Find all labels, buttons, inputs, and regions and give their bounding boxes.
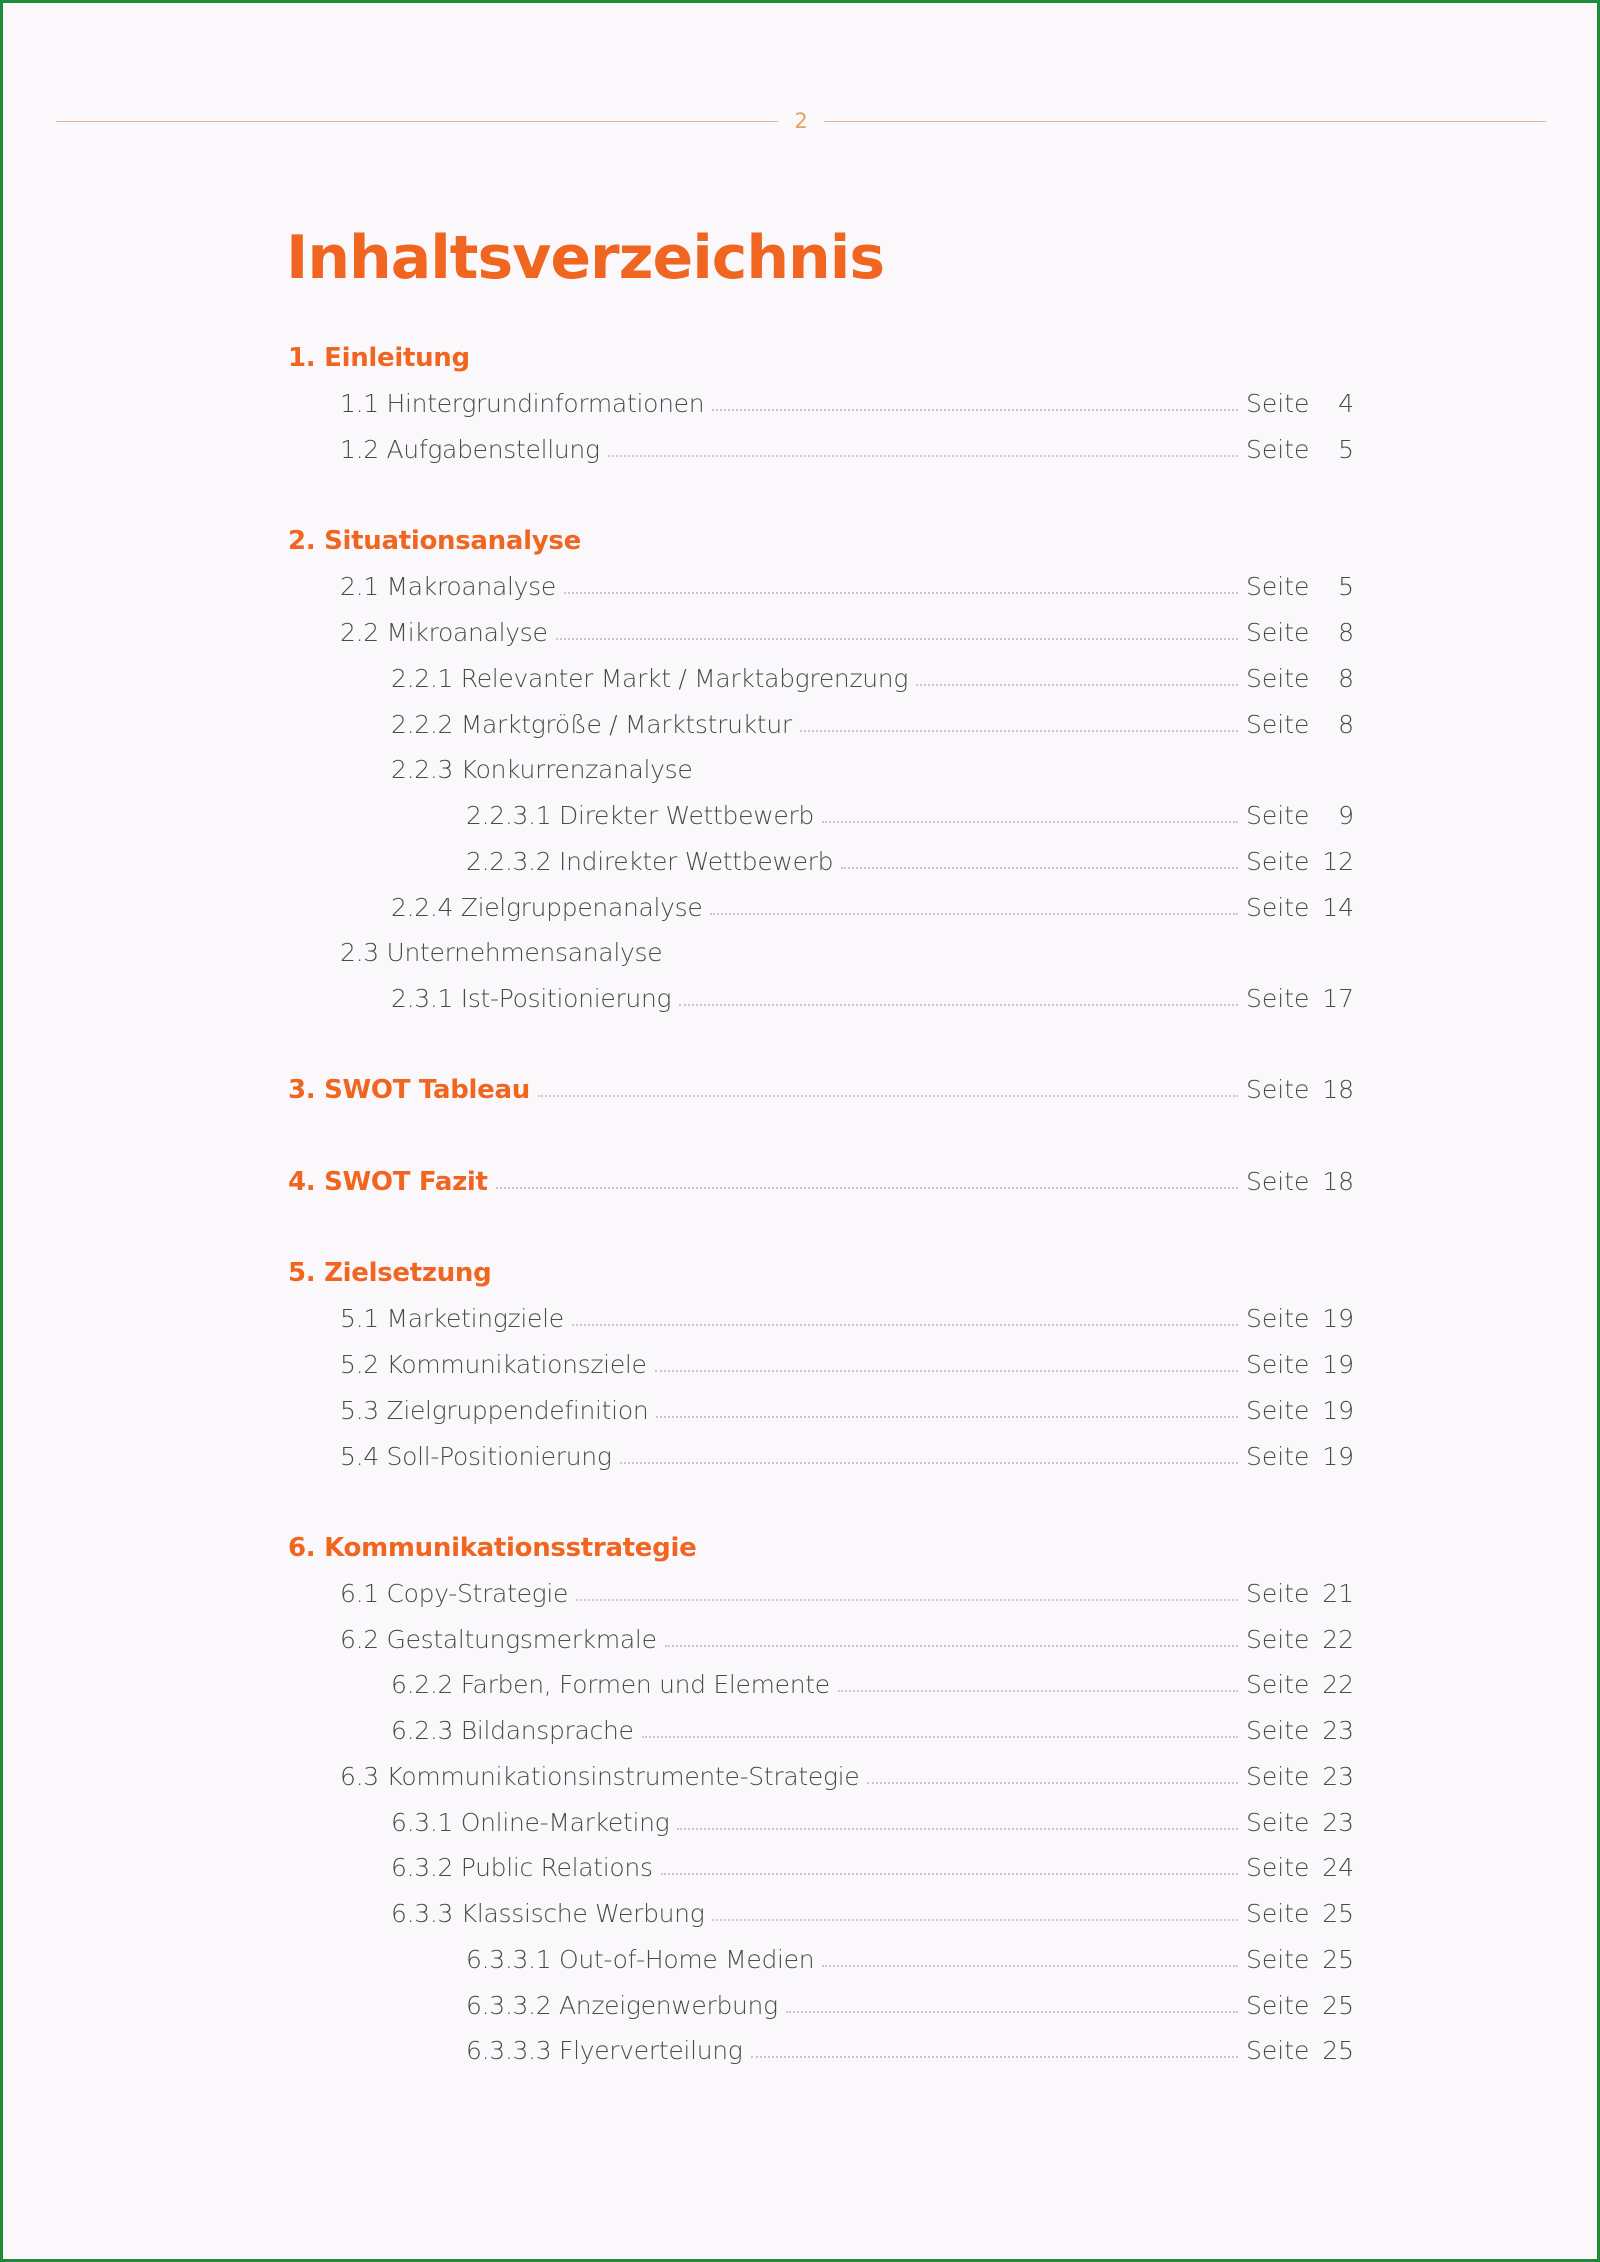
page-word: Seite bbox=[1246, 1670, 1310, 1699]
toc-entry-2-2[interactable] bbox=[340, 615, 1354, 649]
toc-entry-label: 2.2.3 Konkurrenzanalyse bbox=[391, 755, 693, 784]
toc-entry-label: 5.1 Marketingziele bbox=[340, 1304, 564, 1333]
toc-entry-1-1[interactable] bbox=[340, 386, 1354, 420]
toc-section-einleitung[interactable] bbox=[288, 340, 470, 374]
page-ref: 19 bbox=[1322, 1442, 1354, 1471]
toc-entry-label: 2.2.2 Marktgröße / Marktstruktur bbox=[391, 710, 792, 739]
toc-entry-label: 5.4 Soll-Positionierung bbox=[340, 1442, 612, 1471]
toc-entry-label: 1.1 Hintergrundinformationen bbox=[340, 389, 705, 418]
page-ref: 25 bbox=[1322, 1899, 1354, 1928]
toc-entry-label: 6.2.3 Bildansprache bbox=[391, 1716, 634, 1745]
page-ref: 5 bbox=[1338, 435, 1354, 464]
page-ref: 22 bbox=[1322, 1670, 1354, 1699]
toc-entry-2-3-1[interactable] bbox=[391, 981, 1354, 1015]
toc-entry-label: 6.3.2 Public Relations bbox=[391, 1853, 653, 1882]
page-word: Seite bbox=[1246, 572, 1310, 601]
page-ref: 25 bbox=[1322, 1945, 1354, 1974]
dot-leader bbox=[822, 1964, 1238, 1967]
page-ref: 8 bbox=[1338, 664, 1354, 693]
toc-entry-label: 6.3.3.3 Flyerverteilung bbox=[466, 2036, 743, 2065]
dot-leader bbox=[800, 729, 1238, 732]
toc-section-swot-fazit[interactable] bbox=[288, 1164, 1354, 1198]
toc-entry-label: 6.3 Kommunikationsinstrumente-Strategie bbox=[340, 1762, 860, 1791]
toc-entry-label: 6.1 Copy-Strategie bbox=[340, 1579, 569, 1608]
toc-entry-2-3[interactable] bbox=[340, 935, 662, 969]
toc-entry-6-3-3-3[interactable] bbox=[466, 2033, 1354, 2067]
toc-entry-1-2[interactable] bbox=[340, 432, 1354, 466]
toc-entry-6-3-3-2[interactable] bbox=[466, 1988, 1354, 2022]
page-ref: 24 bbox=[1322, 1853, 1354, 1882]
toc-entry-6-2-3[interactable] bbox=[391, 1713, 1354, 1747]
page-word: Seite bbox=[1246, 801, 1310, 830]
page-word: Seite bbox=[1246, 1762, 1310, 1791]
toc-entry-label: 1.2 Aufgabenstellung bbox=[340, 435, 600, 464]
page-word: Seite bbox=[1246, 1945, 1310, 1974]
page-word: Seite bbox=[1246, 1167, 1310, 1196]
page-ref: 17 bbox=[1322, 984, 1354, 1013]
page-ref: 23 bbox=[1322, 1762, 1354, 1791]
page-ref: 22 bbox=[1322, 1625, 1354, 1654]
page-word: Seite bbox=[1246, 1853, 1310, 1882]
page-word: Seite bbox=[1246, 389, 1310, 418]
page-word: Seite bbox=[1246, 984, 1310, 1013]
toc-entry-2-2-1[interactable] bbox=[391, 661, 1354, 695]
toc-entry-label: 1. Einleitung bbox=[288, 343, 470, 373]
page-ref: 19 bbox=[1322, 1350, 1354, 1379]
dot-leader bbox=[712, 1918, 1238, 1921]
toc-entry-label: 6.3.3.1 Out-of-Home Medien bbox=[466, 1945, 815, 1974]
page-word: Seite bbox=[1246, 618, 1310, 647]
toc-entry-2-2-3[interactable] bbox=[391, 752, 693, 786]
page-ref: 25 bbox=[1322, 1991, 1354, 2020]
toc-entry-6-2[interactable] bbox=[340, 1622, 1354, 1656]
toc-entry-5-1[interactable] bbox=[340, 1301, 1354, 1335]
page-ref: 23 bbox=[1322, 1716, 1354, 1745]
toc-entry-6-3-3[interactable] bbox=[391, 1896, 1354, 1930]
page-ref: 19 bbox=[1322, 1304, 1354, 1333]
dot-leader bbox=[677, 1827, 1238, 1830]
page-word: Seite bbox=[1246, 2036, 1310, 2065]
dot-leader bbox=[712, 408, 1238, 411]
page-ref: 19 bbox=[1322, 1396, 1354, 1425]
toc-entry-label: 4. SWOT Fazit bbox=[288, 1167, 488, 1197]
dot-leader bbox=[608, 454, 1238, 457]
toc-entry-6-1[interactable] bbox=[340, 1576, 1354, 1610]
toc-section-kommunikationsstrategie[interactable] bbox=[288, 1530, 696, 1564]
toc-entry-label: 2.3 Unternehmensanalyse bbox=[340, 938, 663, 967]
document-title: Inhaltsverzeichnis bbox=[286, 223, 885, 293]
page-word: Seite bbox=[1246, 847, 1310, 876]
dot-leader bbox=[620, 1461, 1238, 1464]
toc-entry-label: 6. Kommunikationsstrategie bbox=[288, 1533, 697, 1563]
page-ref: 18 bbox=[1322, 1075, 1354, 1104]
page-number: 2 bbox=[794, 109, 808, 133]
dot-leader bbox=[655, 1369, 1238, 1372]
toc-section-zielsetzung[interactable] bbox=[288, 1255, 491, 1289]
toc-entry-label: 2.2.3.2 Indirekter Wettbewerb bbox=[466, 847, 834, 876]
toc-entry-5-3[interactable] bbox=[340, 1393, 1354, 1427]
page-word: Seite bbox=[1246, 1991, 1310, 2020]
page-word: Seite bbox=[1246, 1304, 1310, 1333]
toc-entry-2-2-2[interactable] bbox=[391, 707, 1354, 741]
dot-leader bbox=[867, 1781, 1238, 1784]
dot-leader bbox=[656, 1415, 1238, 1418]
toc-entry-6-3-1[interactable] bbox=[391, 1805, 1354, 1839]
page-ref: 8 bbox=[1338, 710, 1354, 739]
toc-entry-label: 5. Zielsetzung bbox=[288, 1258, 492, 1288]
toc-entry-label: 5.2 Kommunikationsziele bbox=[340, 1350, 647, 1379]
page-ref: 14 bbox=[1322, 893, 1354, 922]
page-ref: 4 bbox=[1338, 389, 1354, 418]
page-word: Seite bbox=[1246, 1716, 1310, 1745]
toc-entry-label: 6.3.3.2 Anzeigenwerbung bbox=[466, 1991, 778, 2020]
dot-leader bbox=[642, 1735, 1238, 1738]
page-word: Seite bbox=[1246, 1075, 1310, 1104]
toc-entry-5-2[interactable] bbox=[340, 1347, 1354, 1381]
page-word: Seite bbox=[1246, 664, 1310, 693]
toc-entry-label: 6.2 Gestaltungsmerkmale bbox=[340, 1625, 657, 1654]
dot-leader bbox=[916, 683, 1238, 686]
page-ref: 8 bbox=[1338, 618, 1354, 647]
toc-entry-6-3-3-1[interactable] bbox=[466, 1942, 1354, 1976]
dot-leader bbox=[572, 1323, 1238, 1326]
page-word: Seite bbox=[1246, 1899, 1310, 1928]
toc-entry-label: 6.2.2 Farben, Formen und Elemente bbox=[391, 1670, 830, 1699]
dot-leader bbox=[710, 912, 1238, 915]
page-word: Seite bbox=[1246, 1442, 1310, 1471]
toc-entry-label: 2.3.1 Ist-Positionierung bbox=[391, 984, 672, 1013]
toc-entry-label: 2.2 Mikroanalyse bbox=[340, 618, 548, 647]
page-word: Seite bbox=[1246, 435, 1310, 464]
toc-entry-2-2-3-1[interactable] bbox=[466, 798, 1354, 832]
dot-leader bbox=[841, 866, 1238, 869]
dot-leader bbox=[538, 1094, 1238, 1097]
dot-leader bbox=[786, 2010, 1238, 2013]
toc-entry-6-3[interactable] bbox=[340, 1759, 1354, 1793]
dot-leader bbox=[665, 1644, 1238, 1647]
page-ref: 9 bbox=[1338, 801, 1354, 830]
page-ref: 12 bbox=[1322, 847, 1354, 876]
page-word: Seite bbox=[1246, 893, 1310, 922]
toc-entry-label: 2. Situationsanalyse bbox=[288, 526, 581, 556]
toc-section-situationsanalyse[interactable] bbox=[288, 523, 581, 557]
page-word: Seite bbox=[1246, 1808, 1310, 1837]
page-word: Seite bbox=[1246, 1579, 1310, 1608]
page-ref: 25 bbox=[1322, 2036, 1354, 2065]
toc-entry-2-2-3-2[interactable] bbox=[466, 844, 1354, 878]
toc-entry-6-2-2[interactable] bbox=[391, 1667, 1354, 1701]
toc-entry-label: 2.2.1 Relevanter Markt / Marktabgrenzung bbox=[391, 664, 909, 693]
dot-leader bbox=[496, 1186, 1238, 1189]
toc-section-swot-tableau[interactable] bbox=[288, 1072, 1354, 1106]
dot-leader bbox=[661, 1872, 1238, 1875]
dot-leader bbox=[838, 1689, 1238, 1692]
toc-entry-label: 2.2.4 Zielgruppenanalyse bbox=[391, 893, 703, 922]
dot-leader bbox=[679, 1003, 1238, 1006]
dot-leader bbox=[822, 820, 1238, 823]
toc-entry-label: 3. SWOT Tableau bbox=[288, 1075, 530, 1105]
page-word: Seite bbox=[1246, 1396, 1310, 1425]
toc-entry-label: 6.3.3 Klassische Werbung bbox=[391, 1899, 705, 1928]
toc-entry-6-3-2[interactable] bbox=[391, 1850, 1354, 1884]
page-ref: 21 bbox=[1322, 1579, 1354, 1608]
toc-entry-label: 2.1 Makroanalyse bbox=[340, 572, 556, 601]
page-ref: 18 bbox=[1322, 1167, 1354, 1196]
dot-leader bbox=[576, 1598, 1238, 1601]
dot-leader bbox=[751, 2055, 1238, 2058]
toc-entry-label: 2.2.3.1 Direkter Wettbewerb bbox=[466, 801, 814, 830]
page-ref: 5 bbox=[1338, 572, 1354, 601]
dot-leader bbox=[564, 591, 1238, 594]
page-ref: 23 bbox=[1322, 1808, 1354, 1837]
toc-entry-label: 6.3.1 Online-Marketing bbox=[391, 1808, 670, 1837]
page-word: Seite bbox=[1246, 710, 1310, 739]
toc-entry-5-4[interactable] bbox=[340, 1439, 1354, 1473]
page-word: Seite bbox=[1246, 1350, 1310, 1379]
toc-entry-2-1[interactable] bbox=[340, 569, 1354, 603]
page-word: Seite bbox=[1246, 1625, 1310, 1654]
toc-entry-label: 5.3 Zielgruppendefinition bbox=[340, 1396, 649, 1425]
toc-entry-2-2-4[interactable] bbox=[391, 890, 1354, 924]
dot-leader bbox=[556, 637, 1238, 640]
